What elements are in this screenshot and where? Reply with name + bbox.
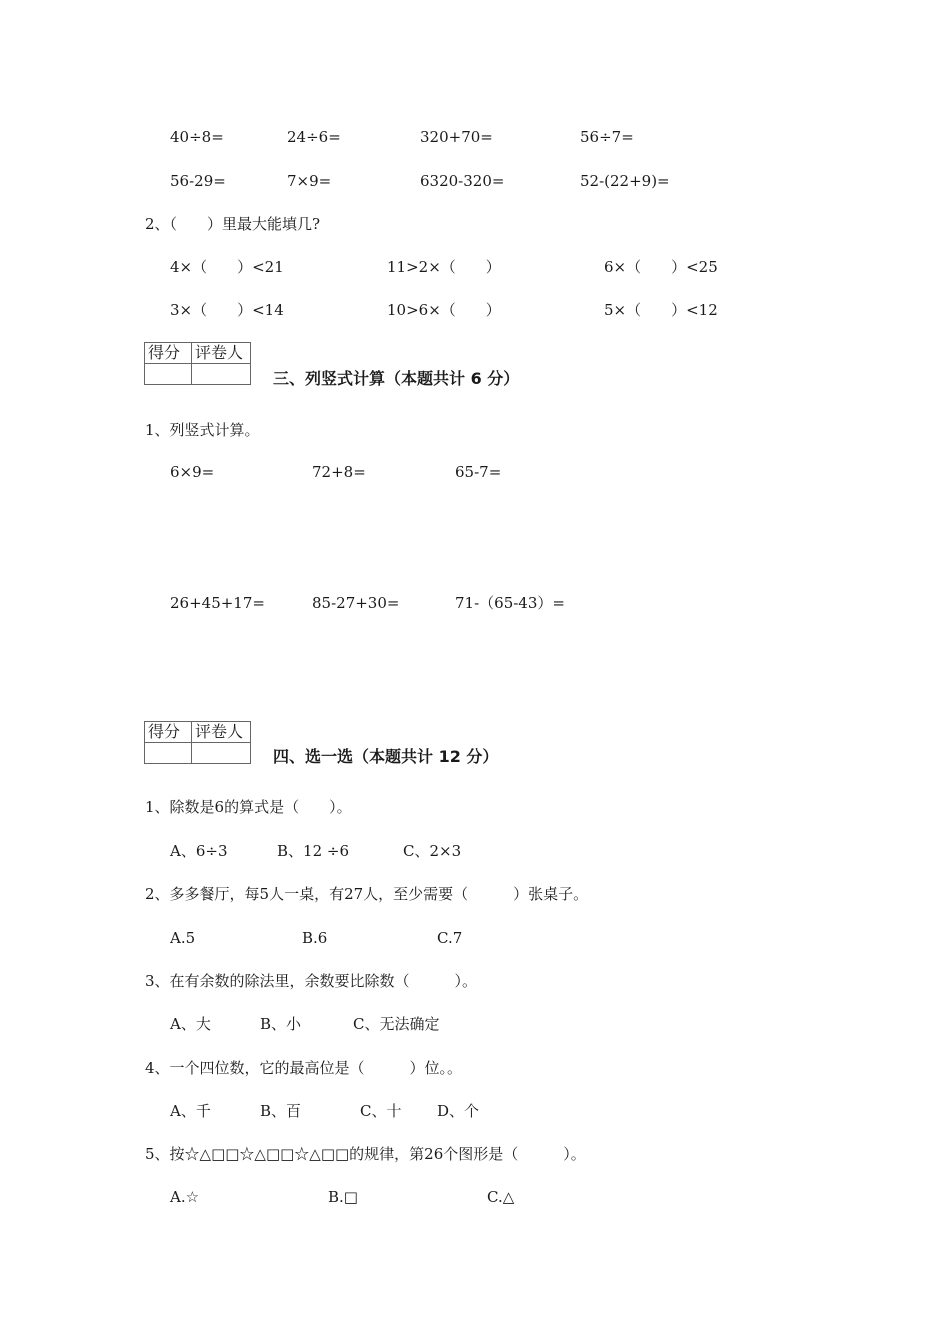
choice-option: A、6÷3 xyxy=(170,842,228,860)
calc-item: 72+8= xyxy=(312,463,366,481)
choice-option: C、十 xyxy=(360,1102,402,1120)
fill-item: 11>2×（ ） xyxy=(387,258,501,276)
choice-option: B、12 ÷6 xyxy=(277,842,349,860)
grader-label: 评卷人 xyxy=(192,343,251,364)
calc-item: 6×9= xyxy=(170,463,215,481)
calc-item: 24÷6= xyxy=(287,128,341,146)
calc-item: 65-7= xyxy=(455,463,502,481)
calc-item: 26+45+17= xyxy=(170,594,265,612)
score-box xyxy=(144,721,251,764)
choice-option: B.6 xyxy=(302,929,328,947)
choice-option: C、2×3 xyxy=(403,842,462,860)
choice-option: B.□ xyxy=(328,1188,358,1206)
question-title: 3、在有余数的除法里，余数要比除数（ ）。 xyxy=(145,972,478,990)
calc-item: 71-（65-43）= xyxy=(455,594,565,612)
section-heading: 四、选一选（本题共计 12 分） xyxy=(273,747,499,766)
choice-option: D、个 xyxy=(437,1102,480,1120)
choice-option: A、大 xyxy=(170,1015,211,1033)
question-title: 2、（ ）里最大能填几? xyxy=(145,215,321,233)
calc-item: 6320-320= xyxy=(420,172,505,190)
choice-option: A.☆ xyxy=(170,1188,200,1206)
question-title: 2、多多餐厅，每5人一桌，有27人，至少需要（ ）张桌子。 xyxy=(145,885,589,903)
question-title: 1、列竖式计算。 xyxy=(145,421,260,439)
score-cell[interactable] xyxy=(145,364,192,385)
choice-option: C.△ xyxy=(487,1188,515,1206)
grader-label: 评卷人 xyxy=(192,722,251,743)
fill-item: 3×（ ）<14 xyxy=(170,301,284,319)
grader-cell[interactable] xyxy=(192,743,251,764)
calc-item: 56-29= xyxy=(170,172,226,190)
choice-option: C、无法确定 xyxy=(353,1015,440,1033)
choice-option: A.5 xyxy=(170,929,196,947)
grader-cell[interactable] xyxy=(192,364,251,385)
fill-item: 10>6×（ ） xyxy=(387,301,501,319)
question-title: 5、按☆△□□☆△□□☆△□□的规律，第26个图形是（ ）。 xyxy=(145,1145,586,1163)
calc-item: 85-27+30= xyxy=(312,594,400,612)
score-label: 得分 xyxy=(145,343,192,364)
fill-item: 4×（ ）<21 xyxy=(170,258,284,276)
choice-option: A、千 xyxy=(170,1102,211,1120)
calc-item: 7×9= xyxy=(287,172,332,190)
score-cell[interactable] xyxy=(145,743,192,764)
score-label: 得分 xyxy=(145,722,192,743)
question-title: 1、除数是6的算式是（ ）。 xyxy=(145,798,352,816)
choice-option: B、百 xyxy=(260,1102,302,1120)
section-heading: 三、列竖式计算（本题共计 6 分） xyxy=(273,369,520,388)
choice-option: C.7 xyxy=(437,929,463,947)
calc-item: 56÷7= xyxy=(580,128,634,146)
fill-item: 6×（ ）<25 xyxy=(604,258,718,276)
score-box xyxy=(144,342,251,385)
choice-option: B、小 xyxy=(260,1015,302,1033)
fill-item: 5×（ ）<12 xyxy=(604,301,718,319)
calc-item: 40÷8= xyxy=(170,128,224,146)
question-title: 4、一个四位数，它的最高位是（ ）位。。 xyxy=(145,1059,463,1077)
calc-item: 320+70= xyxy=(420,128,493,146)
calc-item: 52-(22+9)= xyxy=(580,172,670,190)
